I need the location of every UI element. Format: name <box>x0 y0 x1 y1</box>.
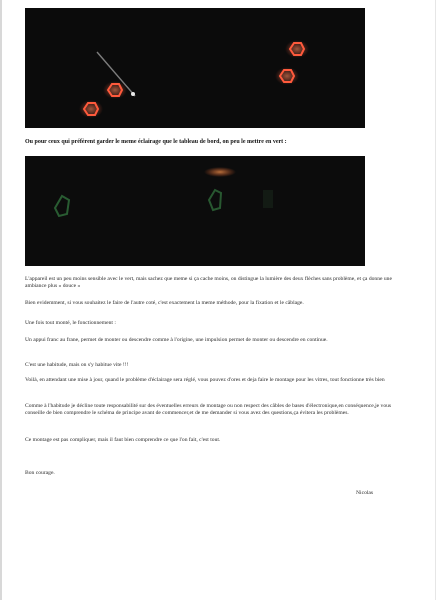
red-arrow-led-right-lower <box>275 67 299 85</box>
paragraph-other-side: Bien evidemment, si vous souhaitez le faire de l'autre coté, c'est exactement la meme méthode, pour la fixation et le câblage. <box>25 300 304 306</box>
signature: Nicolas <box>356 490 374 496</box>
orange-reflection <box>204 167 236 177</box>
red-arrow-led-right-upper <box>285 40 309 58</box>
paragraph-operation-detail: Un appui franc au frane, permet de monter ou descendre comme à l'origine, une impulsion permet de monter ou descendre en continue. <box>25 337 328 343</box>
dim-green-area <box>263 190 273 208</box>
paragraph-green-sensitivity: L'appareil est un peu moins sensible avec le vert, mais sachez que meme si ça cache moins, on distingue la lumière des deux flèches sans problème, et ça donne une ambiance plus « douce » <box>25 276 392 290</box>
light-dot <box>131 92 135 96</box>
paragraph-disclaimer: Comme à l'habitude je décline toute responsabilité sur des éventuelles erreurs de montage ou non respect des câbles de bases d'électronique,en conséquence,je vous conseille de bien comprendre le schéma de principe avant de commencer,et de me demander si vous avez des questions,ça évitera les problèmes. <box>25 403 392 417</box>
paragraph-update: Voilà, en attendant une mise à jour, quand le problème d'éclairage sera réglé, vous pouvez d'ores et deja faire le montage pour les vitres, tout fonctionne très bien <box>25 377 385 383</box>
closing-line: Bon courage. <box>25 470 55 476</box>
photo-red-illumination <box>25 8 365 128</box>
photo-green-illumination-image <box>25 156 365 266</box>
caption-green-option: Ou pour ceux qui préfèrent garder le meme éclairage que le tableau de bord, on peu le mettre en vert : <box>25 139 287 145</box>
red-arrow-led-left-upper <box>103 81 127 99</box>
paragraph-operation-intro: Une fois tout monté, le fonctionnement : <box>25 320 116 326</box>
photo-red-illumination-image <box>25 8 365 128</box>
paragraph-complexity: Ce montage est pas compliquer, mais il faut bien comprendre ce que l'on fait, c'est tout. <box>25 437 221 443</box>
photo-green-illumination <box>25 156 365 266</box>
red-arrow-led-left <box>79 100 103 118</box>
paragraph-habit: C'est une habitude, mais on s'y habitue vite !!! <box>25 362 129 368</box>
